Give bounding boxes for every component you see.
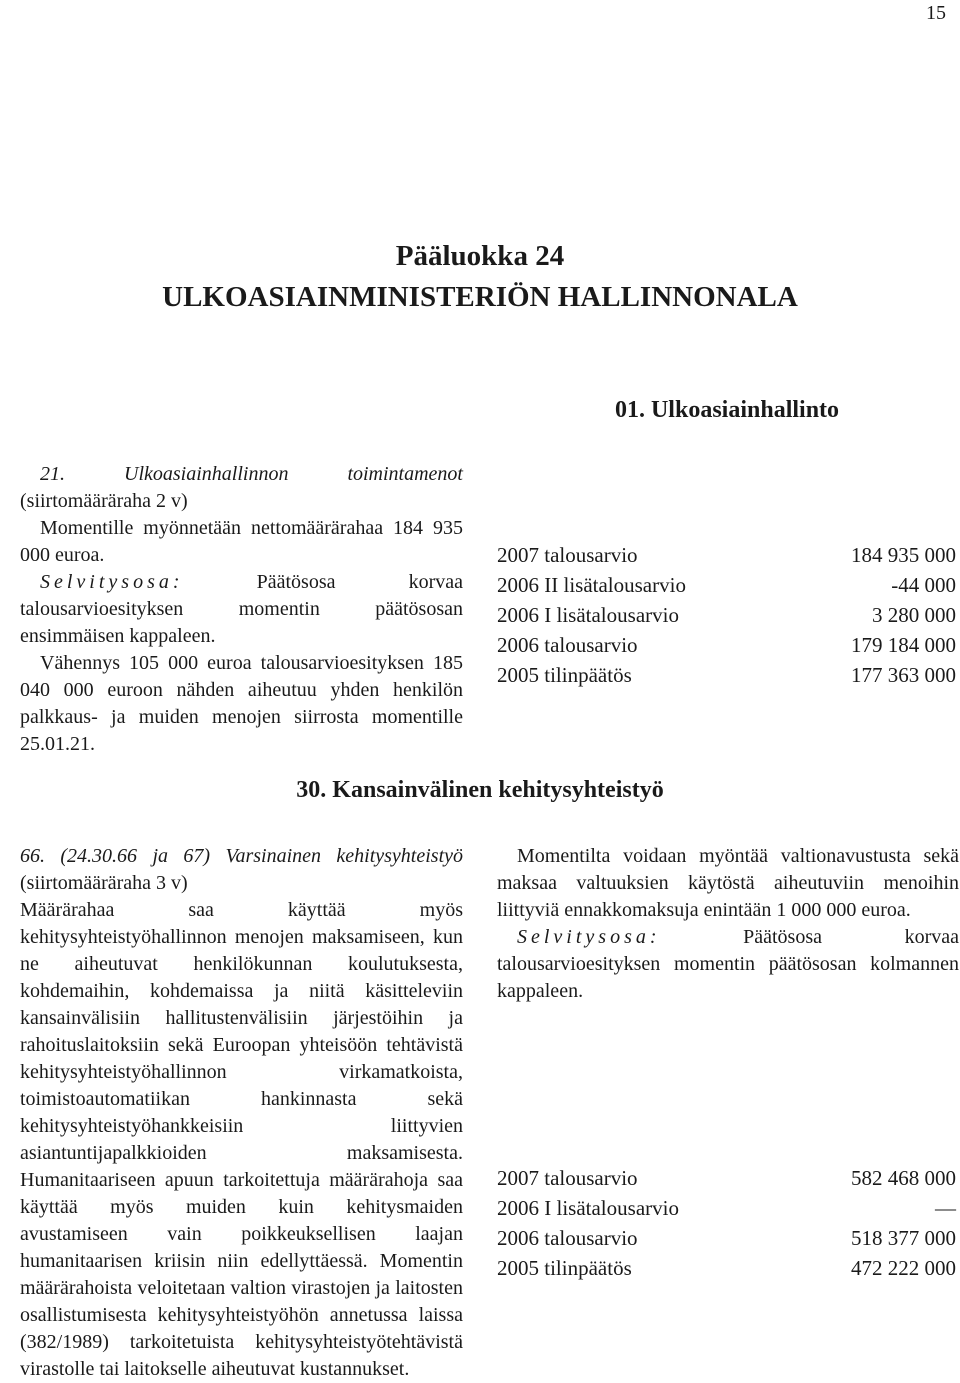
- budget-value: 518 377 000: [851, 1226, 956, 1250]
- budget-row: [497, 573, 956, 603]
- item-type: (siirtomääräraha 2 v): [20, 490, 188, 512]
- paragraph: Momentilta voidaan myöntää valtionavustusta sekä maksaa valtuuksien käytöstä aiheutuviin menoihin liittyviä ennakkomaksuja enintään 1 000 000 euroa.: [497, 845, 959, 921]
- page-number: 15: [926, 2, 946, 24]
- budget-value: 582 468 000: [851, 1166, 956, 1190]
- budget-row: [497, 1226, 956, 1256]
- budget-label: 2007 talousarvio: [497, 543, 638, 567]
- budget-label: 2005 tilinpäätös: [497, 663, 632, 687]
- paragraph-continued: Vähennys 105 000 euroa talousarvioesityksen 185 040 000 euroon nähden aiheutuu yhden henkilön palkkaus- ja muiden menojen siirrosta momentille 25.01.21.: [20, 652, 463, 755]
- paragraph-text: Päätösosa korvaa talousarvioesityksen momentin päätösosan ensimmäisen kappaleen.: [20, 571, 464, 647]
- text-column-right: [497, 843, 959, 1005]
- item-type: (siirtomääräraha 3 v): [20, 872, 188, 894]
- budget-value: 3 280 000: [872, 603, 956, 627]
- text-column-right: [497, 461, 957, 516]
- budget-value: 472 222 000: [851, 1256, 956, 1280]
- section-heading: 30. Kansainvälinen kehitysyhteistyö: [296, 777, 664, 803]
- budget-label: 2006 II lisätalousarvio: [497, 573, 686, 597]
- budget-value: 179 184 000: [851, 633, 956, 657]
- budget-table: [497, 543, 956, 693]
- paragraph-selvitysosa: [20, 569, 463, 650]
- budget-label: 2006 I lisätalousarvio: [497, 603, 679, 627]
- paragraph-continuation: [497, 245, 957, 326]
- paragraph-selvitysosa: [497, 924, 959, 1005]
- budget-table: [497, 1166, 956, 1286]
- main-title: Pääluokka 24: [395, 240, 565, 272]
- section-heading: 01. Ulkoasiainhallinto: [614, 397, 840, 423]
- item-title: 66. (24.30.66 ja 67) Varsinainen kehitysyhteistyö: [20, 845, 463, 867]
- budget-row: [497, 1166, 956, 1196]
- budget-label: 2006 talousarvio: [497, 633, 638, 657]
- budget-row: [497, 1196, 956, 1226]
- budget-value: —: [935, 1196, 956, 1220]
- paragraph: Momentille myönnetään nettomäärärahaa 184 935 000 euroa.: [20, 517, 463, 566]
- budget-row: [497, 1256, 956, 1286]
- selvitysosa-label: Selvitysosa:: [40, 571, 184, 593]
- main-subtitle: ULKOASIAINMINISTERIÖN HALLINNONALA: [162, 281, 798, 313]
- budget-table-body: [497, 1166, 956, 1286]
- item-title: 21. Ulkoasiainhallinnon toimintamenot: [40, 463, 463, 485]
- text-column-left: [20, 461, 464, 755]
- budget-label: 2005 tilinpäätös: [497, 1256, 632, 1280]
- text-column-left: [20, 843, 463, 1380]
- paragraph-text: Päätösosa korvaa talousarvioesityksen momentin päätösosan kolmannen kappaleen.: [497, 926, 960, 1002]
- budget-value: -44 000: [891, 573, 956, 597]
- paragraph-item-title: [20, 843, 463, 897]
- budget-row: [497, 603, 956, 633]
- budget-label: 2006 I lisätalousarvio: [497, 1196, 679, 1220]
- budget-table-body: [497, 543, 956, 693]
- selvitysosa-label: Selvitysosa:: [517, 926, 661, 948]
- paragraph: Määrärahaa saa käyttää myös kehitysyhteistyöhallinnon menojen maksamiseen, kun ne aiheutuvat henkilökunnan koulutuksesta, kohdemaihin, kohdemaissa ja niitä käsitteleviin kansainvälisiin hallitustenvälisiin järjestöihin ja rahoituslaitoksiin sekä Euroopan yhteisöön tehtävistä kehitysyhteistyöhallinnon virkamatkoista, toimistoautomatiikan hankinnasta sekä kehitysyhteistyöhankkeisiin liittyvien asiantuntijapalkkioiden maksamisesta. Humanitaariseen apuun tarkoitettuja määrärahoja saa käyttää myös muiden kuin kehitysmaiden avustamiseen vain poikkeuksellisen laajan humanitaarisen kriisin niin edellyttäessä. Momentin määrärahoista veloitetaan valtion virastojen ja laitosten osallistumisesta kehitysyhteistyöhön annetussa laissa (382/1989) tarkoitetuista kehitysyhteistyötehtävistä virastolle tai laitokselle aiheutuvat kustannukset.: [20, 899, 463, 1380]
- budget-row: [497, 633, 956, 663]
- budget-row: [497, 663, 956, 693]
- budget-label: 2007 talousarvio: [497, 1166, 638, 1190]
- budget-value: 184 935 000: [851, 543, 956, 567]
- budget-row: [497, 543, 956, 573]
- budget-label: 2006 talousarvio: [497, 1226, 638, 1250]
- budget-value: 177 363 000: [851, 663, 956, 687]
- paragraph-item-title: [20, 461, 463, 515]
